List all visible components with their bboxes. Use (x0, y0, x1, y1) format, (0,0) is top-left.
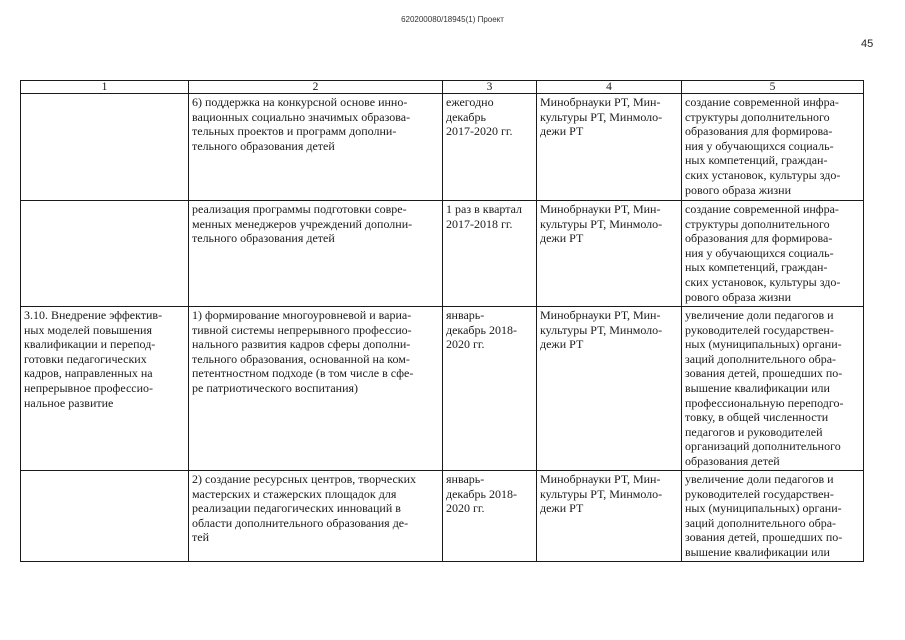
task-cell (21, 94, 189, 201)
result-cell: увеличение доли педагогов и руководителей государствен- ных (муниципальных) органи- заций дополнительного обра- зования детей, прошедших по- вышение квалификации или (682, 471, 864, 562)
measure-cell: реализация программы подготовки совре- менных менеджеров учреждений дополни- тельного образования детей (189, 201, 443, 307)
period-cell: январь- декабрь 2018- 2020 гг. (443, 471, 537, 562)
task-cell (21, 201, 189, 307)
table-row (21, 201, 864, 307)
measures-table (20, 80, 864, 562)
table-row (21, 471, 864, 562)
executors-cell: Минобрнауки РТ, Мин- культуры РТ, Минмоло- дежи РТ (537, 94, 682, 201)
measure-cell: 6) поддержка на конкурсной основе инно- вационных социально значимых образова- тельных проектов и программ дополни- тельного образования детей (189, 94, 443, 201)
header-col-2: 2 (189, 81, 443, 94)
period-cell: 1 раз в квартал 2017-2018 гг. (443, 201, 537, 307)
task-cell (21, 471, 189, 562)
measure-cell: 2) создание ресурсных центров, творческих мастерских и стажерских площадок для реализации педагогических инноваций в области дополнительного образования де- тей (189, 471, 443, 562)
task-cell: 3.10. Внедрение эффектив- ных моделей повышения квалификации и перепод- готовки педагогических кадров, направленных на непрерывное профессио- нальное развитие (21, 307, 189, 471)
period-cell: январь- декабрь 2018- 2020 гг. (443, 307, 537, 471)
result-cell: увеличение доли педагогов и руководителей государствен- ных (муниципальных) органи- заций дополнительного обра- зования детей, прошедших по- вышение квалификации или профессиональную переподго- товку, в общей численности педагогов и руководителей организаций дополнительного образования детей (682, 307, 864, 471)
table-header-row (21, 81, 864, 94)
period-cell: ежегодно декабрь 2017-2020 гг. (443, 94, 537, 201)
header-col-1: 1 (21, 81, 189, 94)
table-row (21, 94, 864, 201)
page-number: 45 (861, 38, 874, 50)
executors-cell: Минобрнауки РТ, Мин- культуры РТ, Минмоло- дежи РТ (537, 307, 682, 471)
header-col-3: 3 (443, 81, 537, 94)
result-cell: создание современной инфра- структуры дополнительного образования для формирова- ния у обучающихся социаль- ных компетенций, граждан- ских установок, культуры здо- рового образа жизни (682, 201, 864, 307)
measure-cell: 1) формирование многоуровневой и вариа- тивной системы непрерывного профессио- нального развития кадров сферы дополни- тельного образования, основанной на ком- петентностном подходе (в том числе в сфе- ре патриотического воспитания) (189, 307, 443, 471)
executors-cell: Минобрнауки РТ, Мин- культуры РТ, Минмоло- дежи РТ (537, 201, 682, 307)
executors-cell: Минобрнауки РТ, Мин- культуры РТ, Минмоло- дежи РТ (537, 471, 682, 562)
header-col-4: 4 (537, 81, 682, 94)
result-cell: создание современной инфра- структуры дополнительного образования для формирова- ния у обучающихся социаль- ных компетенций, граждан- ских установок, культуры здо- рового образа жизни (682, 94, 864, 201)
table-row (21, 307, 864, 471)
header-col-5: 5 (682, 81, 864, 94)
document-id: 620200080/18945(1) Проект (401, 15, 504, 24)
